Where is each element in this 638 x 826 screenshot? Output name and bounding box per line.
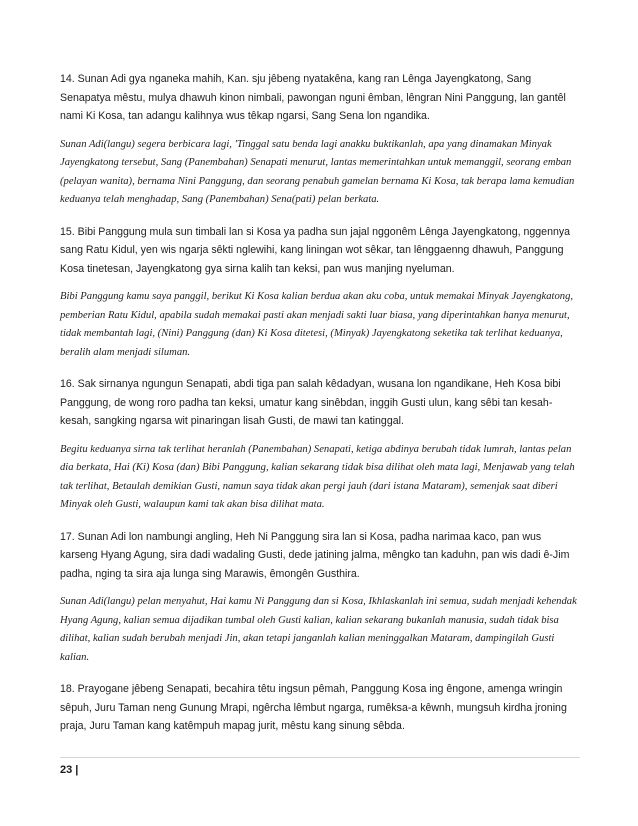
translation-17: Sunan Adi(langu) pelan menyahut, Hai kamu Ni Panggung dan si Kosa, Ikhlaskanlah ini semua, sudah menjadi kehendak Hyang Agung, kalian semua dijadikan tumbal oleh Gusti kalian, kalian sekarang bukanlah manusia, sudah tidak bisa dilihat, kalian sudah berubah menjadi Jin, akan tetapi janganlah kalian meninggalkan Mataram, dampingilah Gusti kalian. (60, 596, 577, 663)
translation-14: Sunan Adi(langu) segera berbicara lagi, 'Tinggal satu benda lagi anakku buktikanlah, apa yang dinamakan Minyak Jayengkatong tersebut, Sang (Panembahan) Senapati menurut, lantas memerintahkan untuk memanggil, seorang emban (pelayan wanita), bernama Nini Panggung, dan seorang penabuh gamelan bernama Ki Kosa, tak berapa lama kemudian keduanya telah menghadap, Sang (Panembahan) Sena(pati) pelan berkata. (60, 138, 575, 205)
page-number: 23 | (60, 764, 79, 776)
translation-16: Begitu keduanya sirna tak terlihat heranlah (Panembahan) Senapati, ketiga abdinya berubah tidak lumrah, lantas pelan dia berkata, Hai (Ki) Kosa (dan) Bibi Panggung, kalian sekarang tidak bisa dilihat oleh mata lagi, Menjawab yang telah tak terlihat, Betaulah demikian Gusti, namun saya tidak akan pergi jauh (dari istana Mataram), semenjak saat diberi Minyak oleh Gusti, walaupun kami tak akan bisa dilihat mata. (60, 443, 575, 510)
verse-18: 18. Prayogane jêbeng Senapati, becahira têtu ingsun pêmah, Panggung Kosa ing êngone, amenga wringin sêpuh, Juru Taman neng Gunung Mrapi, ngêrcha lêmbut ngarga, rumêksa-a kêwnh, mungsuh kirdha jroning praja, Juru Taman kang katêmpuh mapag jurit, mêstu kang sinung sêbda. (60, 683, 567, 732)
verse-15: 15. Bibi Panggung mula sun timbali lan si Kosa ya padha sun jajal nggonêm Lênga Jayengkatong, nggennya sang Ratu Kidul, yen wis ngarja sêkti nglewihi, kang liningan wot sêkar, tan lênggaenng dhawuh, Panggung Kosa tinetesan, Jayengkatong gya sirna kalih tan keksi, pan wus manjing nyeluman. (60, 225, 571, 275)
translation-15: Bibi Panggung kamu saya panggil, berikut Ki Kosa kalian berdua akan aku coba, untuk memakai Minyak Jayengkatong, pemberian Ratu Kidul, apabila sudah memakai pasti akan menjadi sakti luar biasa, yang diperintahkan hanya menurut, tidak membantah lagi, (Nini) Panggung (dan) Ki Kosa ditetesi, (Minyak) Jayengkatong seketika tak terlihat keduanya, beralih alam menjadi siluman. (60, 291, 574, 358)
page-body (60, 70, 580, 746)
verse-16: 16. Sak sirnanya ngungun Senapati, abdi tiga pan salah kêdadyan, wusana lon ngandikane, Heh Kosa bibi Panggung, de wong roro padha tan keksi, umatur kang sinêbdan, inggih Gusti ulun, kang sêbi tan kesah-kesah, sangking ngarsa wit pinaringan lisah Gusti, de mawi tan katinggal. (60, 378, 561, 427)
page-footer (60, 757, 580, 782)
verse-14: 14. Sunan Adi gya nganeka mahih, Kan. sju jêbeng nyatakêna, kang ran Lênga Jayengkatong, Sang Senapatya mêstu, mulya dhawuh kinon nimbali, pawongan nguni êmban, lêngran Nini Panggung, lan gantêl nami Ki Kosa, tan adangu kalihnya wus têkap ngarsi, Sang Sena lon ngandika. (60, 73, 566, 122)
verse-17: 17. Sunan Adi lon nambungi angling, Heh Ni Panggung sira lan si Kosa, padha narimaa kaco, pan wus karseng Hyang Agung, sira dadi wadaling Gusti, dede jatining jalma, mêngko tan kaduhn, pan wis dadi ê-Jim padha, nging ta sira aja lunga sing Marawis, êmongên Gusthira. (60, 530, 570, 580)
